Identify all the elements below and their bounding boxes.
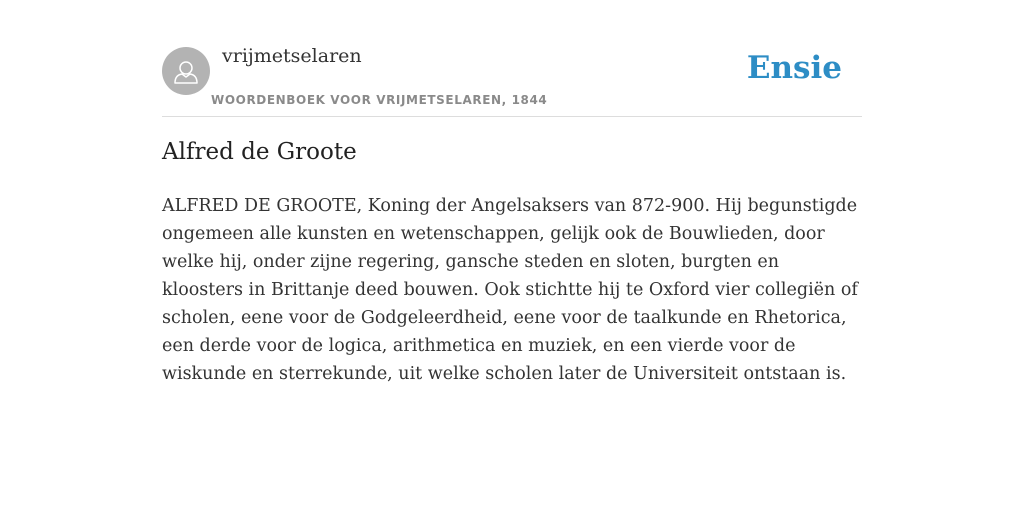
article-title: Alfred de Groote: [162, 139, 357, 165]
author-name[interactable]: vrijmetselaren: [222, 45, 362, 67]
ensie-logo[interactable]: Ensie: [746, 50, 842, 86]
source-label[interactable]: WOORDENBOEK VOOR VRIJMETSELAREN, 1844: [211, 93, 548, 107]
user-icon: [162, 47, 210, 95]
article-body: ALFRED DE GROOTE, Koning der Angelsaksers van 872-900. Hij begunstigde ongemeen alle kunsten en wetenschappen, gelijk ook de Bouwlieden, door welke hij, onder zijne regering, gansche steden en sloten, burgten en kloosters in Brittanje deed bouwen. Ook stichtte hij te Oxford vier collegiën of scholen, eene voor de Godgeleerdheid, eene voor de taalkunde en Rhetorica, een derde voor de logica, arithmetica en muziek, en een vierde voor de wiskunde en sterrekunde, uit welke scholen later de Universiteit ontstaan is.: [162, 196, 858, 384]
article-header: [162, 0, 862, 117]
avatar[interactable]: [162, 47, 210, 95]
